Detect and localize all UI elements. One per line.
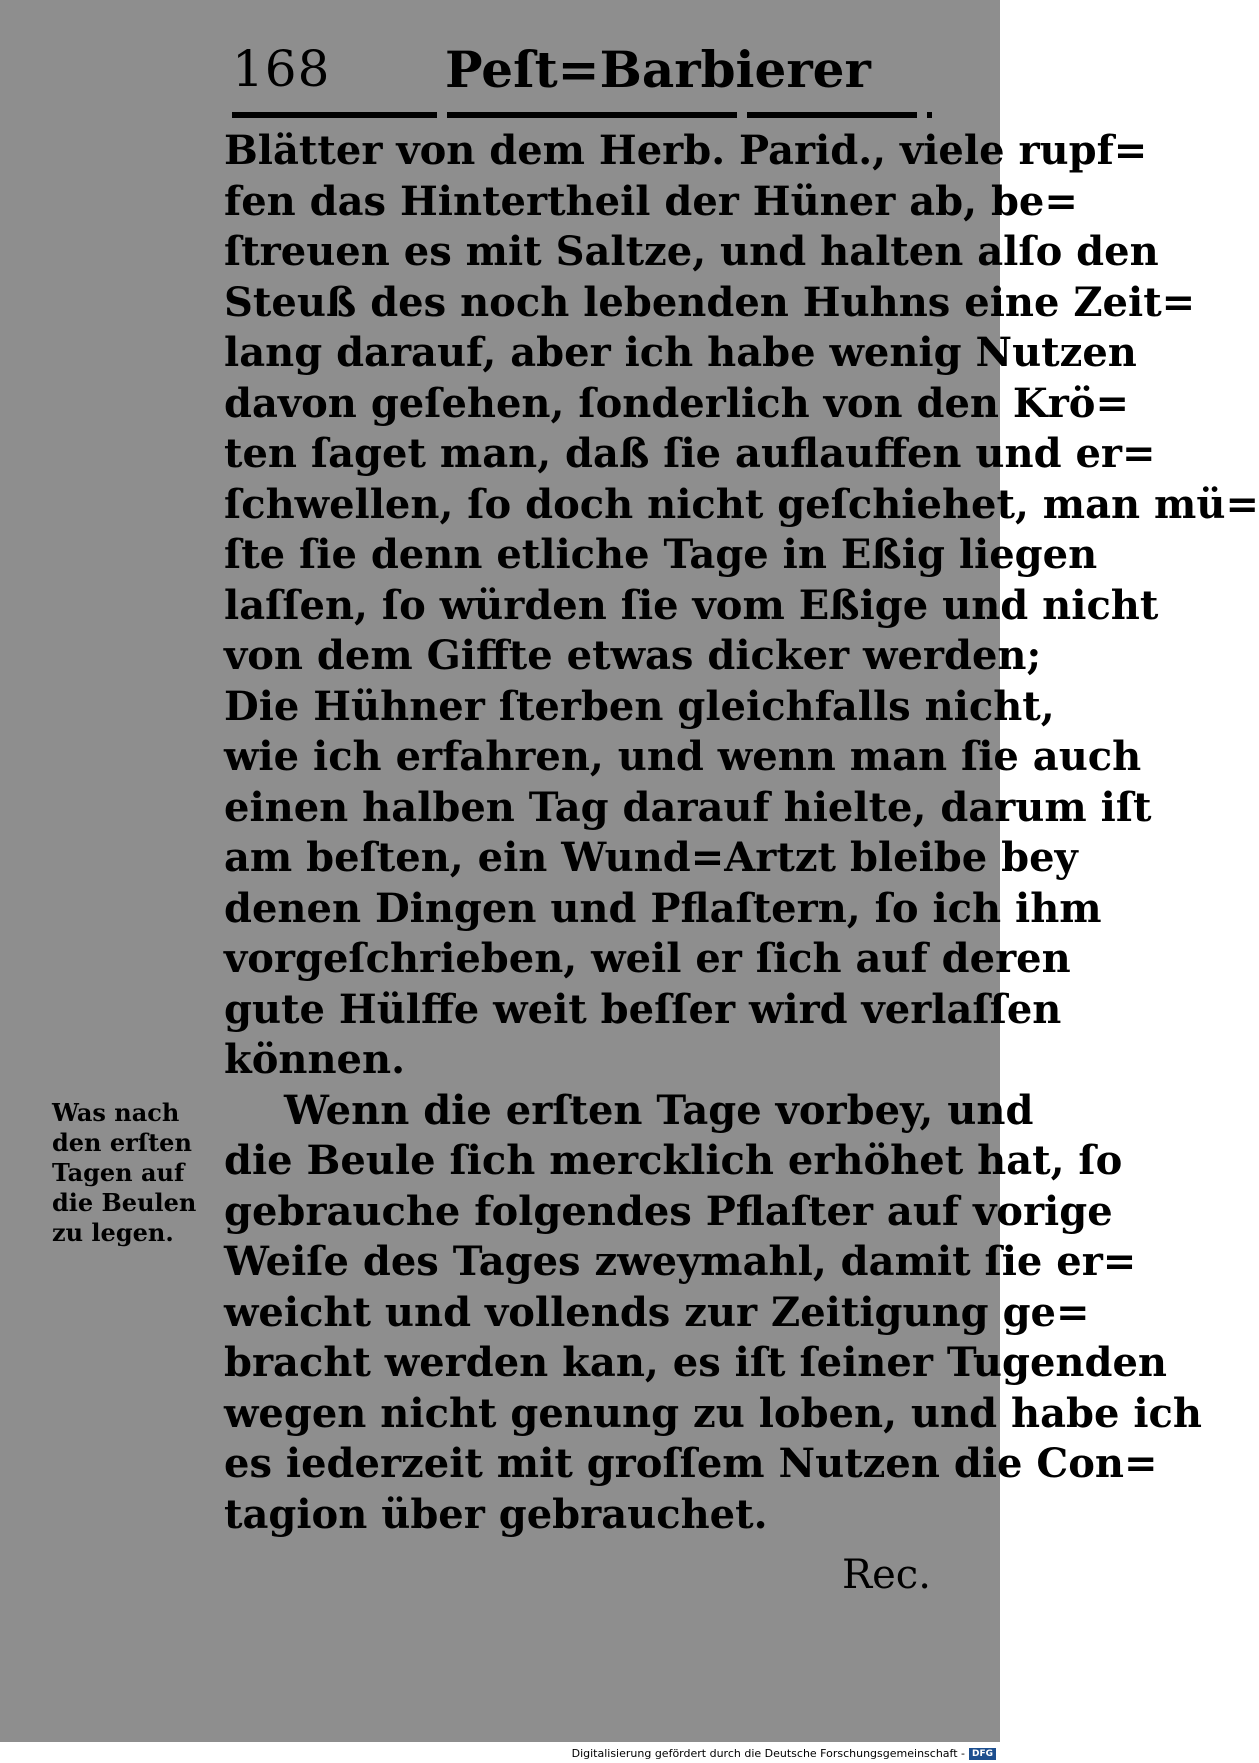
header-rule — [232, 112, 932, 118]
margin-note-line: die Beulen — [52, 1188, 197, 1217]
text-line: fen das Hintertheil der Hüner ab, be= — [224, 177, 1078, 225]
text-line: laſſen, ſo würden ſie vom Eßige und nicht — [224, 581, 1159, 629]
text-line: gute Hülffe weit beſſer wird verlaſſen — [224, 985, 1062, 1033]
text-line: wie ich erfahren, und wenn man ſie auch — [224, 733, 1142, 780]
margin-note-line: den erſten — [52, 1128, 192, 1157]
text-line: weicht und vollends zur Zeitigung ge= — [224, 1288, 1090, 1336]
text-line: ten ſaget man, daß ſie auflauffen und er= — [224, 430, 1156, 477]
text-line: es iederzeit mit groſſem Nutzen die Con= — [224, 1440, 1158, 1487]
body-text — [224, 126, 1259, 1540]
margin-note-line: zu legen. — [52, 1218, 174, 1247]
text-line: ſtreuen es mit Saltze, und halten alſo den — [224, 228, 1159, 275]
page-number: 168 — [232, 40, 331, 98]
text-line: Weiſe des Tages zweymahl, damit ſie er= — [224, 1238, 1137, 1285]
text-line: ſte ſie denn etliche Tage in Eßig liegen — [224, 531, 1098, 578]
margin-note-line: Tagen auf — [52, 1158, 185, 1187]
margin-note-line: Was nach — [52, 1098, 180, 1127]
text-line: bracht werden kan, es iſt ſeiner Tugenden — [224, 1339, 1168, 1386]
text-line: können. — [224, 1036, 406, 1083]
text-line: lang darauf, aber ich habe wenig Nutzen — [224, 329, 1137, 376]
digitization-footer — [572, 1744, 1000, 1763]
text-line: ſchwellen, ſo doch nicht geſchiehet, man mü= — [224, 480, 1259, 528]
text-line: die Beule ſich mercklich erhöhet hat, ſo — [224, 1137, 1123, 1184]
text-line: vorgeſchrieben, weil er ſich auf deren — [224, 935, 1071, 982]
text-line: gebrauche folgendes Pflaſter auf vorige — [224, 1187, 1113, 1235]
text-line: Steuß des noch lebenden Huhns eine Zeit= — [224, 278, 1196, 326]
margin-note — [52, 1098, 212, 1248]
dfg-logo: DFG — [969, 1748, 996, 1760]
running-title: Peſt=Barbierer — [445, 40, 871, 99]
text-line: Die Hühner ſterben gleichfalls nicht, — [224, 682, 1055, 730]
text-line-indented: Wenn die erſten Tage vorbey, und — [284, 1086, 1034, 1134]
text-line: von dem Giffte etwas dicker werden; — [224, 632, 1042, 679]
footer-credit: Digitalisierung gefördert durch die Deutsche Forschungsgemeinschaft - — [571, 1747, 965, 1760]
text-line: Blätter von dem Herb. Parid., viele rupf= — [224, 127, 1148, 174]
text-line: denen Dingen und Pflaſtern, ſo ich ihm — [224, 884, 1102, 932]
text-line: am beſten, ein Wund=Artzt bleibe bey — [224, 834, 1078, 881]
text-line: einen halben Tag darauf hielte, darum iſt — [224, 783, 1152, 831]
catchword: Rec. — [842, 1552, 931, 1598]
text-line: davon geſehen, ſonderlich von den Krö= — [224, 379, 1129, 427]
text-line: tagion über gebrauchet. — [224, 1490, 768, 1538]
text-line: wegen nicht genung zu loben, und habe ich — [224, 1389, 1202, 1437]
